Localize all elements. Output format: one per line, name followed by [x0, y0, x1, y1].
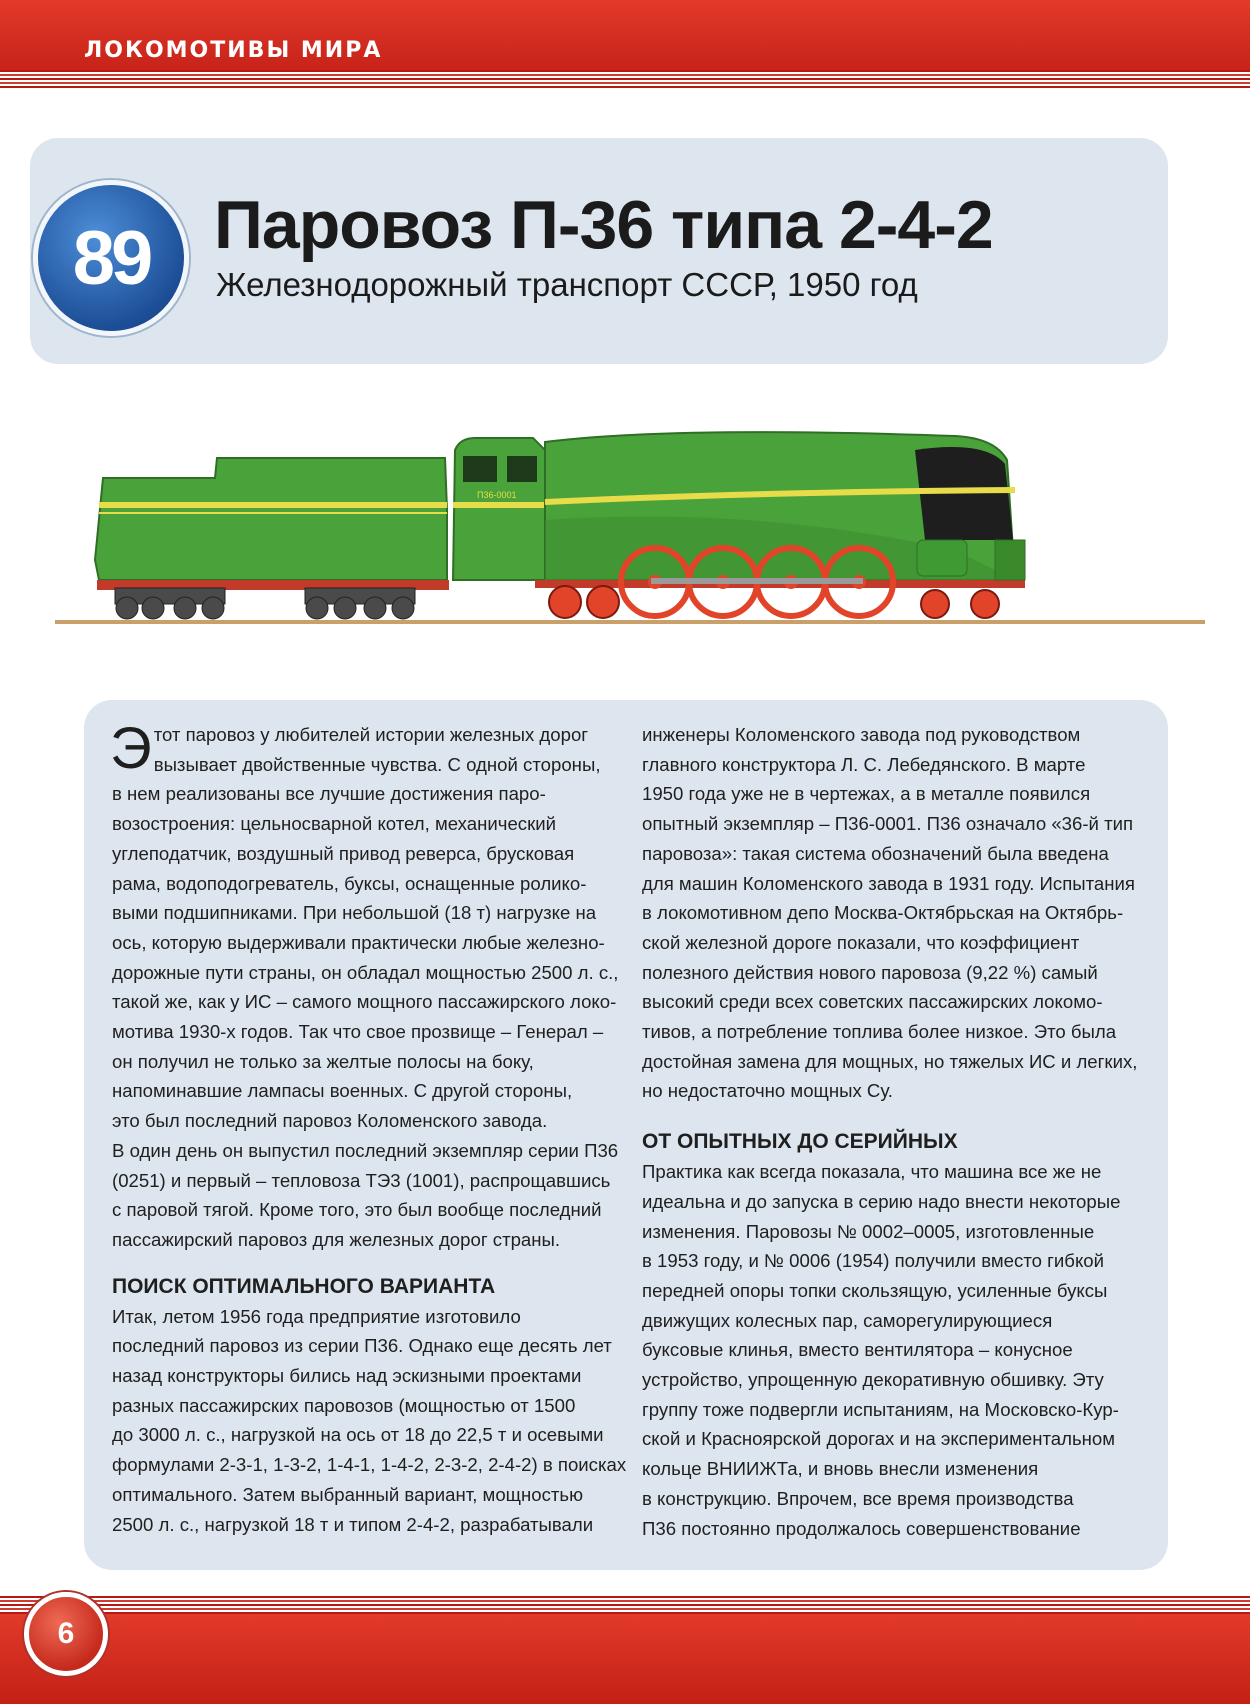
text-line: разных пассажирских паровозов (мощностью от 1500: [112, 1394, 576, 1416]
text-line: В один день он выпустил последний экземпляр серии П36: [112, 1139, 619, 1161]
article-column-left: [110, 716, 627, 1539]
continued-paragraph: [642, 720, 1140, 1106]
tender-wheel: [174, 597, 196, 619]
footer-bar: [0, 1614, 1250, 1704]
page-title: Паровоз П-36 типа 2-4-2: [214, 187, 993, 263]
text-line: ской железной дороге показали, что коэффициент: [642, 931, 1080, 953]
locomotive-illustration: [55, 430, 1205, 635]
text-line: движущих колесных пар, саморегулирующиеся: [642, 1309, 1053, 1331]
section1-paragraph: [112, 1302, 627, 1540]
page-number: 6: [24, 1592, 108, 1676]
text-line: буксовые клинья, вместо вентилятора – конусное: [642, 1339, 1073, 1361]
text-line: тот паровоз у любителей истории железных дорог: [153, 724, 589, 745]
series-title: ЛОКОМОТИВЫ МИРА: [84, 38, 383, 63]
header-stripes: [0, 70, 1250, 88]
section-heading: ОТ ОПЫТНЫХ ДО СЕРИЙНЫХ: [642, 1130, 958, 1154]
cab-stripe: [453, 502, 545, 508]
page-subtitle: Железнодорожный транспорт СССР, 1950 год: [216, 266, 918, 303]
text-line: высокий среди всех советских пассажирских локомо-: [642, 991, 1103, 1013]
cab-window: [507, 456, 537, 482]
tender-wheel: [364, 597, 386, 619]
text-line: опытный экземпляр – П36-0001. П36 означало «36-й тип: [642, 813, 1134, 835]
text-line: пассажирский паровоз для железных дорог страны.: [112, 1228, 561, 1250]
text-line: 1950 года уже не в чертежах, а в металле появился: [642, 783, 1091, 805]
leading-wheel: [921, 590, 949, 618]
coupling-rod: [651, 578, 863, 584]
text-line: устройство, упрощенную декоративную обшивку. Эту: [642, 1369, 1104, 1391]
rail-line: [55, 620, 1205, 624]
cab-window: [463, 456, 497, 482]
text-line: кольце ВНИИЖТа, и вновь внесли изменения: [642, 1458, 1039, 1480]
text-line: выми подшипниками. При небольшой (18 т) нагрузке на: [112, 902, 597, 924]
text-line: инженеры Коломенского завода под руководством: [642, 724, 1081, 745]
article-column-right: [642, 720, 1140, 1543]
section2-paragraph: [642, 1157, 1140, 1543]
text-line: П36 постоянно продолжалось совершенствование: [642, 1517, 1081, 1539]
text-line: тивов, а потребление топлива более низкое. Это была: [642, 1021, 1117, 1043]
text-line: оптимального. Затем выбранный вариант, мощностью: [112, 1483, 584, 1505]
text-line: рама, водоподогреватель, буксы, оснащенные ролико-: [112, 872, 587, 894]
text-line: дорожные пути страны, он обладал мощностью 2500 л. с.,: [112, 961, 619, 983]
tender-wheel: [334, 597, 356, 619]
text-line: 2500 л. с., нагрузкой 18 т и типом 2-4-2, разрабатывали: [112, 1513, 594, 1535]
text-line: паровоза»: такая система обозначений была введена: [642, 842, 1109, 864]
text-line: последний паровоз из серии П36. Однако еще десять лет: [112, 1335, 612, 1357]
trailing-wheel: [549, 586, 581, 618]
text-line: но недостаточно мощных Су.: [642, 1080, 893, 1102]
text-line: возостроения: цельносварной котел, механический: [112, 813, 556, 835]
text-line: назад конструкторы бились над эскизными проектами: [112, 1365, 582, 1387]
text-line: ской и Красноярской дорогах и на экспериментальном: [642, 1428, 1116, 1450]
text-line: передней опоры топки скользящую, усиленные буксы: [642, 1279, 1108, 1301]
cab-number-plate: П36-0001: [477, 490, 517, 500]
text-line: Итак, летом 1956 года предприятие изготовило: [112, 1305, 521, 1327]
tender-wheel: [392, 597, 414, 619]
text-line: это был последний паровоз Коломенского завода.: [112, 1110, 548, 1132]
text-line: идеальна и до запуска в серию надо внести некоторые: [642, 1190, 1121, 1212]
front-buffer-beam: [995, 540, 1025, 580]
text-line: с паровой тягой. Кроме того, это был вообще последний: [112, 1199, 602, 1221]
text-line: формулами 2-3-1, 1-3-2, 1-4-1, 1-4-2, 2-3-2, 2-4-2) в поисках: [112, 1454, 627, 1476]
tender-wheel: [202, 597, 224, 619]
text-line: в 1953 году, и № 0006 (1954) получили вместо гибкой: [642, 1250, 1105, 1272]
text-line: для машин Коломенского завода в 1931 году. Испытания: [642, 872, 1135, 894]
text-line: полезного действия нового паровоза (9,22 %) самый: [642, 961, 1098, 983]
text-line: такой же, как у ИС – самого мощного пассажирского локо-: [112, 991, 617, 1013]
cab: [453, 438, 545, 580]
text-line: вызывает двойственные чувства. С одной стороны,: [153, 753, 601, 775]
text-line: до 3000 л. с., нагрузкой на ось от 18 до 22,5 т и осевыми: [112, 1424, 604, 1446]
trailing-wheel: [587, 586, 619, 618]
text-line: углеподатчик, воздушный привод реверса, брусковая: [112, 842, 575, 864]
text-line: мотива 1930-х годов. Так что свое прозвище – Генерал –: [112, 1021, 604, 1043]
cylinder: [917, 540, 967, 576]
text-line: в локомотивном депо Москва-Октябрьская на Октябрь-: [642, 902, 1124, 924]
tender-stripe-lower: [99, 512, 447, 514]
text-line: (0251) и первый – тепловоза ТЭ3 (1001), распрощавшись: [112, 1169, 611, 1191]
text-line: Практика как всегда показала, что машина все же не: [642, 1161, 1102, 1183]
text-line: достойная замена для мощных, но тяжелых ИС и легких,: [642, 1050, 1138, 1072]
tender-wheel: [142, 597, 164, 619]
intro-paragraph: [110, 716, 619, 1255]
leading-wheel: [971, 590, 999, 618]
tender-wheel: [306, 597, 328, 619]
text-line: в конструкцию. Впрочем, все время производства: [642, 1487, 1074, 1509]
text-line: он получил не только за желтые полосы на боку,: [112, 1050, 534, 1072]
tender-wheel: [116, 597, 138, 619]
text-line: в нем реализованы все лучшие достижения паро-: [112, 783, 546, 805]
issue-number-badge: 89: [33, 180, 189, 336]
header-bar: [0, 0, 1250, 70]
tender-stripe: [99, 502, 447, 508]
tender-bogies: [115, 588, 415, 619]
text-line: напоминавшие лампасы военных. С другой стороны,: [112, 1080, 573, 1102]
drop-cap: Э: [110, 716, 152, 781]
text-line: ось, которую выдерживали практически любые железно-: [112, 931, 605, 953]
tender-body: [95, 458, 447, 580]
text-line: группу тоже подвергли испытаниям, на Московско-Кур-: [642, 1398, 1119, 1420]
text-line: изменения. Паровозы № 0002–0005, изготовленные: [642, 1220, 1095, 1242]
text-line: главного конструктора Л. С. Лебедянского. В марте: [642, 753, 1086, 775]
tender: [95, 458, 449, 619]
footer-stripes: [0, 1596, 1250, 1614]
section-heading: ПОИСК ОПТИМАЛЬНОГО ВАРИАНТА: [112, 1274, 496, 1298]
